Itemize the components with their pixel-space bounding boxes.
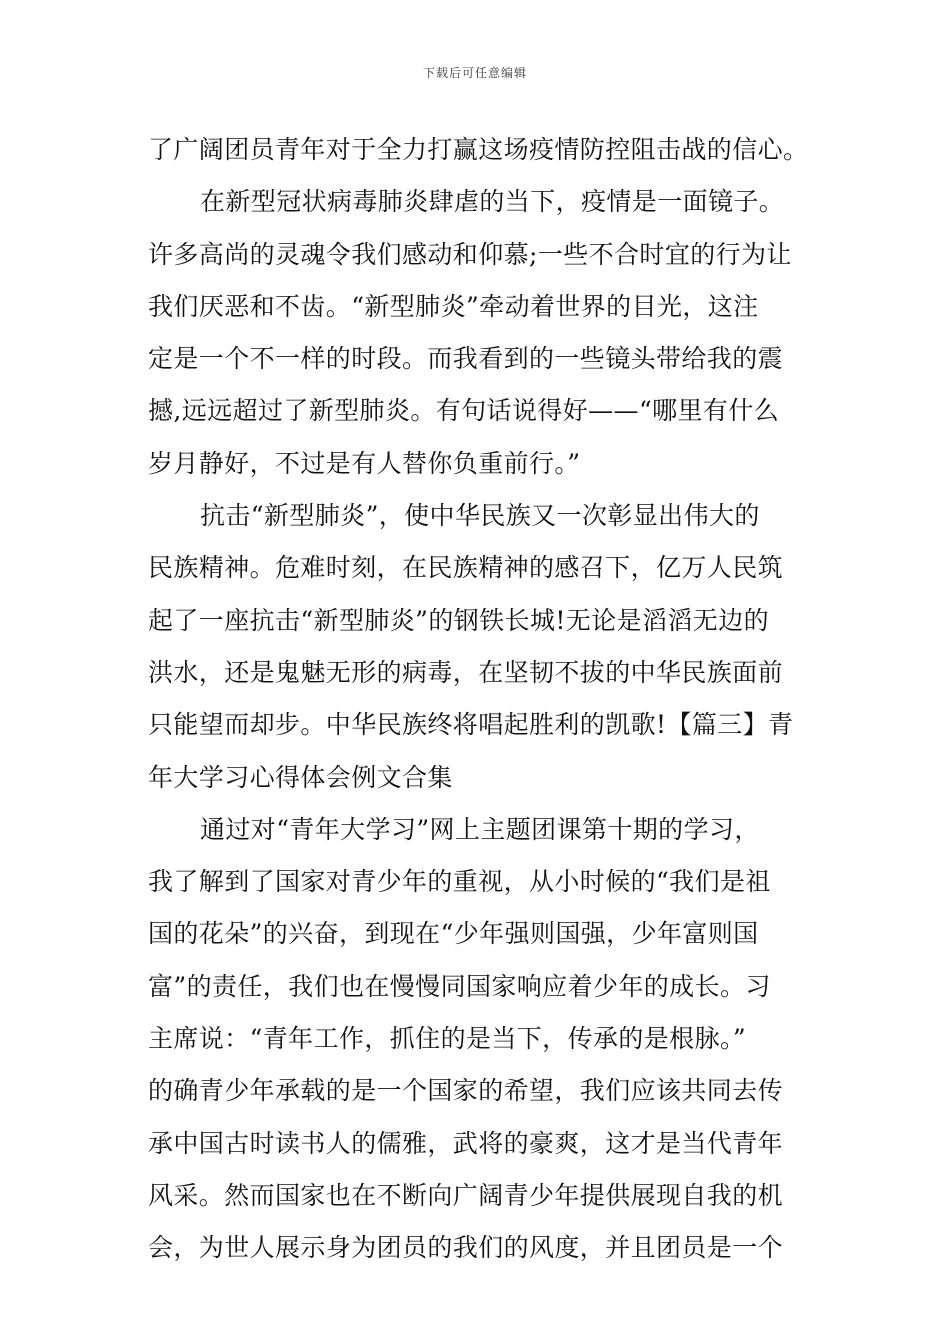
text-line: 的确青少年承载的是一个国家的希望，我们应该共同去传 bbox=[148, 1076, 784, 1106]
text-line: 抗击“新型肺炎”，使中华民族又一次彰显出伟大的 bbox=[200, 501, 760, 531]
text-line: 通过对“青年大学习”网上主题团课第十期的学习， bbox=[200, 814, 760, 844]
body-text bbox=[148, 124, 808, 1275]
text-line: 只能望而却步。中华民族终将唱起胜利的凯歌!【篇三】青 bbox=[148, 710, 794, 740]
text-line: 承中国古时读书人的儒雅，武将的豪爽，这才是当代青年 bbox=[148, 1128, 784, 1158]
text-line: 国的花朵”的兴奋，到现在“少年强则国强，少年富则国 bbox=[148, 919, 759, 949]
text-line: 定是一个不一样的时段。而我看到的一些镜头带给我的震 bbox=[148, 344, 784, 374]
text-line: 在新型冠状病毒肺炎肆虐的当下，疫情是一面镜子。 bbox=[200, 187, 785, 217]
text-line: 我们厌恶和不齿。“新型肺炎”牵动着世界的目光，这注 bbox=[148, 291, 759, 321]
page-header: 下载后可任意编辑 bbox=[422, 66, 527, 80]
text-line: 起了一座抗击“新型肺炎”的钢铁长城!无论是滔滔无边的 bbox=[148, 605, 770, 635]
text-line: 会，为世人展示身为团员的我们的风度，并且团员是一个 bbox=[148, 1233, 784, 1263]
text-line: 年大学习心得体会例文合集 bbox=[148, 762, 453, 792]
text-line: 许多高尚的灵魂令我们感动和仰慕;一些不合时宜的行为让 bbox=[148, 239, 792, 269]
text-line: 了广阔团员青年对于全力打赢这场疫情防控阻击战的信心。 bbox=[148, 135, 809, 164]
text-line: 风采。然而国家也在不断向广阔青少年提供展现自我的机 bbox=[148, 1180, 784, 1210]
text-line: 撼,远远超过了新型肺炎。有句话说得好——“哪里有什么 bbox=[148, 396, 780, 426]
text-line: 我了解到了国家对青少年的重视，从小时候的“我们是祖 bbox=[148, 867, 771, 897]
text-line: 洪水，还是鬼魅无形的病毒，在坚韧不拔的中华民族面前 bbox=[148, 657, 784, 687]
text-line: 富”的责任，我们也在慢慢同国家响应着少年的成长。习 bbox=[148, 971, 771, 1001]
text-line: 主席说：“青年工作，抓住的是当下，传承的是根脉。” bbox=[148, 1024, 747, 1054]
text-line: 岁月静好，不过是有人替你负重前行。” bbox=[148, 448, 581, 478]
text-line: 民族精神。危难时刻，在民族精神的感召下，亿万人民筑 bbox=[148, 553, 784, 583]
